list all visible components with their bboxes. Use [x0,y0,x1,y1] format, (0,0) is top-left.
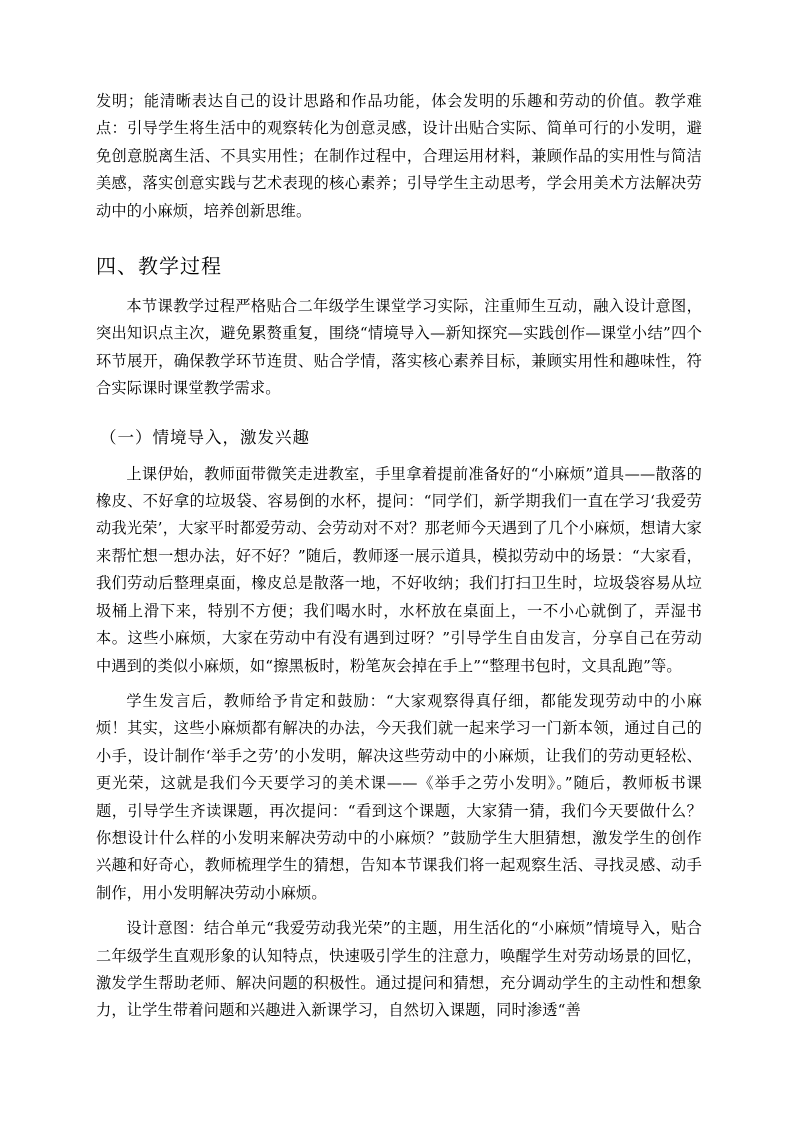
section-paragraph: 本节课教学过程严格贴合二年级学生课堂学习实际，注重师生互动，融入设计意图，突出知识点主次，避免累赘重复，围绕“情境导入—新知探究—实践创作—课堂小结”四个环节展开，确保教学环节连贯、贴合学情，落实核心素养目标，兼顾实用性和趣味性，符合实际课时课堂教学需求。 [96,297,702,398]
subsection-heading: （一）情境导入，激发兴趣 [100,427,310,447]
section-heading: 四、教学过程 [96,254,222,279]
body-paragraph-1: 上课伊始，教师面带微笑走进教室，手里拿着提前准备好的“小麻烦”道具——散落的橡皮、不好拿的垃圾袋、容易倒的水杯，提问：“同学们，新学期我们一直在学习‘我爱劳动我光荣’，大家平时都爱劳动、会劳动对不对？那老师今天遇到了几个小麻烦，想请大家来帮忙想一想办法，好不好？”随后，教师逐一展示道具，模拟劳动中的场景：“大家看，我们劳动后整理桌面，橡皮总是散落一地，不好收纳；我们打扫卫生时，垃圾袋容易从垃圾桶上滑下来，特别不方便；我们喝水时，水杯放在桌面上，一不小心就倒了，弄湿书本。这些小麻烦，大家在劳动中有没有遇到过呀？”引导学生自由发言，分享自己在劳动中遇到的类似小麻烦，如“擦黑板时，粉笔灰会掉在手上”“整理书包时，文具乱跑”等。 [96,464,702,675]
intro-paragraph: 发明；能清晰表达自己的设计思路和作品功能，体会发明的乐趣和劳动的价值。教学难点：引导学生将生活中的观察转化为创意灵感，设计出贴合实际、简单可行的小发明，避免创意脱离生活、不具实用性；在制作过程中，合理运用材料，兼顾作品的实用性与简洁美感，落实创意实践与艺术表现的核心素养；引导学生主动思考，学会用美术方法解决劳动中的小麻烦，培养创新思维。 [96,92,702,220]
document-body [96,88,702,1025]
body-paragraph-3: 设计意图：结合单元“我爱劳动我光荣”的主题，用生活化的“小麻烦”情境导入，贴合二年级学生直观形象的认知特点，快速吸引学生的注意力，唤醒学生对劳动场景的回忆，激发学生帮助老师、解决问题的积极性。通过提问和猜想，充分调动学生的主动性和想象力，让学生带着问题和兴趣进入新课学习，自然切入课题，同时渗透“善 [96,919,702,1020]
body-paragraph-2: 学生发言后，教师给予肯定和鼓励：“大家观察得真仔细，都能发现劳动中的小麻烦！其实，这些小麻烦都有解决的办法，今天我们就一起来学习一门新本领，通过自己的小手，设计制作‘举手之劳’的小发明，解决这些劳动中的小麻烦，让我们的劳动更轻松、更光荣，这就是我们今天要学习的美术课——《举手之劳小发明》。”随后，教师板书课题，引导学生齐读课题，再次提问：“看到这个课题，大家猜一猜，我们今天要做什么？你想设计什么样的小发明来解决劳动中的小麻烦？”鼓励学生大胆猜想，激发学生的创作兴趣和好奇心，教师梳理学生的猜想，告知本节课我们将一起观察生活、寻找灵感、动手制作，用小发明解决劳动小麻烦。 [96,691,702,902]
